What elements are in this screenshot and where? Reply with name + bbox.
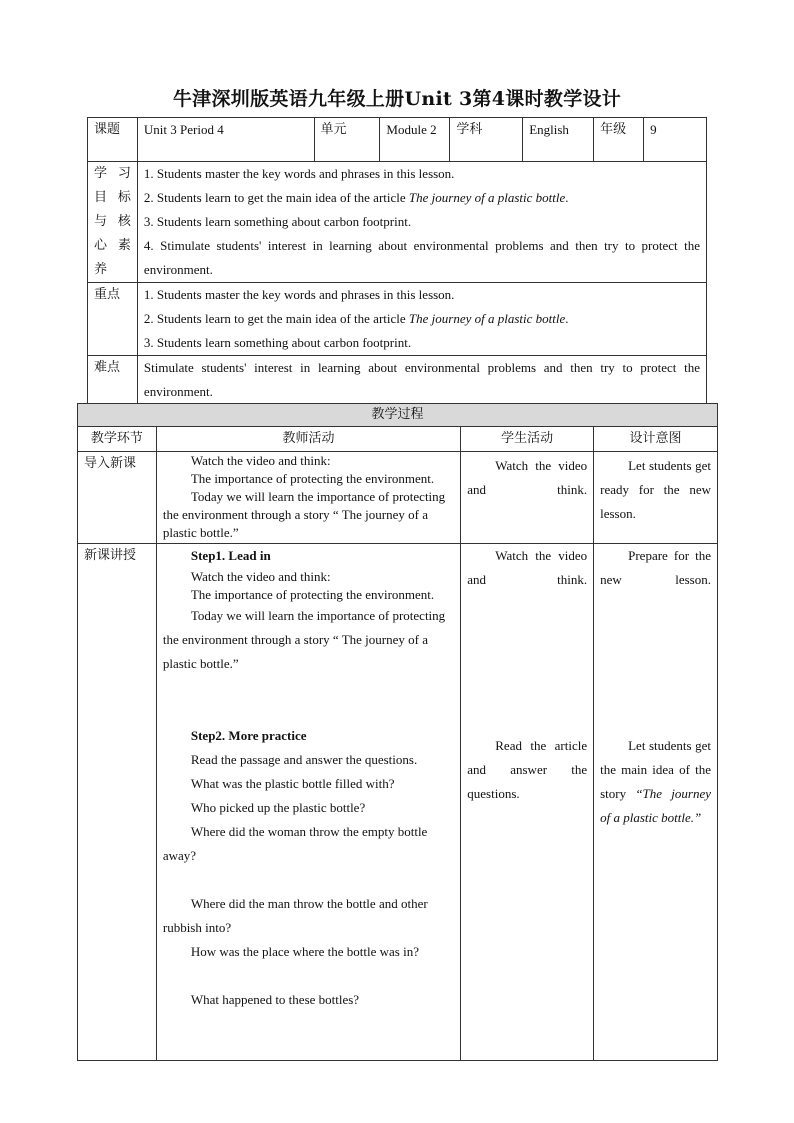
grade-value: 9 — [644, 118, 707, 162]
key-point-item: 3. Students learn something about carbon footprint. — [143, 335, 412, 350]
difficulty-content: Stimulate students' interest in learning about environmental problems and then try to protect the environment. — [137, 356, 706, 405]
topic-value: Unit 3 Period 4 — [137, 118, 314, 162]
column-header-teacher: 教师活动 — [156, 427, 460, 452]
topic-label: 课题 — [88, 118, 138, 162]
process-table — [77, 403, 718, 1061]
goals-label: 学习 目标 与核 心素 养 — [88, 162, 138, 283]
process-heading: 教学过程 — [78, 404, 718, 427]
unit-value: Module 2 — [380, 118, 450, 162]
key-point-item: 1. Students master the key words and phrases in this lesson. — [143, 287, 455, 302]
question-item: How was the place where the bottle was in? — [190, 944, 420, 959]
new-lesson-stage: 新课讲授 — [78, 544, 157, 1061]
question-item: What happened to these bottles? — [190, 992, 360, 1007]
question-item: Where did the woman throw the empty bottle away? — [162, 824, 428, 863]
key-point-item: 2. Students learn to get the main idea of the article The journey of a plastic bottle. — [143, 311, 569, 326]
new-lesson-purpose: Prepare for the new lesson. Let students get the main idea of the story “The journey of a plastic bottle.” — [594, 544, 718, 1061]
key-points-content — [137, 283, 706, 356]
key-points-label: 重点 — [88, 283, 138, 356]
goal-item: 3. Students learn something about carbon footprint. — [143, 214, 412, 229]
step1-title: Step1. Lead in — [190, 548, 271, 563]
intro-purpose: Let students get ready for the new lesson. — [594, 452, 718, 544]
new-lesson-student-activity: Watch the video and think. Read the article and answer the questions. — [461, 544, 594, 1061]
subject-value: English — [523, 118, 594, 162]
unit-label: 单元 — [314, 118, 380, 162]
column-header-stage: 教学环节 — [78, 427, 157, 452]
intro-student-activity: Watch the video and think. — [461, 452, 594, 544]
subject-label: 学科 — [450, 118, 523, 162]
column-header-purpose: 设计意图 — [594, 427, 718, 452]
intro-teacher-activity: Watch the video and think: The importance of protecting the environment. Today we will learn the importance of protecting the environment through a story “ The journey of a plastic bottle.” — [156, 452, 460, 544]
question-item: Read the passage and answer the questions. — [190, 752, 418, 767]
lesson-info-table — [87, 117, 707, 405]
page-title: 牛津深圳版英语九年级上册Unit 3第4课时教学设计 — [172, 88, 622, 110]
question-item: What was the plastic bottle filled with? — [190, 776, 395, 791]
goal-item: 4. Stimulate students' interest in learning about environmental problems and then try to protect the environment. — [143, 238, 700, 277]
question-item: Where did the man throw the bottle and other rubbish into? — [162, 896, 428, 935]
column-header-student: 学生活动 — [461, 427, 594, 452]
intro-stage: 导入新课 — [78, 452, 157, 544]
goals-content — [137, 162, 706, 283]
step2-title: Step2. More practice — [190, 728, 307, 743]
goal-item: 1. Students master the key words and phrases in this lesson. — [143, 166, 455, 181]
new-lesson-teacher-activity: Step1. Lead in Watch the video and think: The importance of protecting the environment. Today we will learn the importance of protecting the environment through a story “ The journey of a plastic bottle.” Step2. More practice Read the passage and answer the questions. What was the plastic bottle filled with? Who picked up the plastic bottle? Where did the woman throw the empty bottle away? Where did the man throw the bottle and other rubbish into? How was the place where the bottle was in? What happened to these bottles? — [156, 544, 460, 1061]
grade-label: 年级 — [594, 118, 644, 162]
difficulty-label: 难点 — [88, 356, 138, 405]
goal-item: 2. Students learn to get the main idea of the article The journey of a plastic bottle. — [143, 190, 569, 205]
question-item: Who picked up the plastic bottle? — [190, 800, 366, 815]
